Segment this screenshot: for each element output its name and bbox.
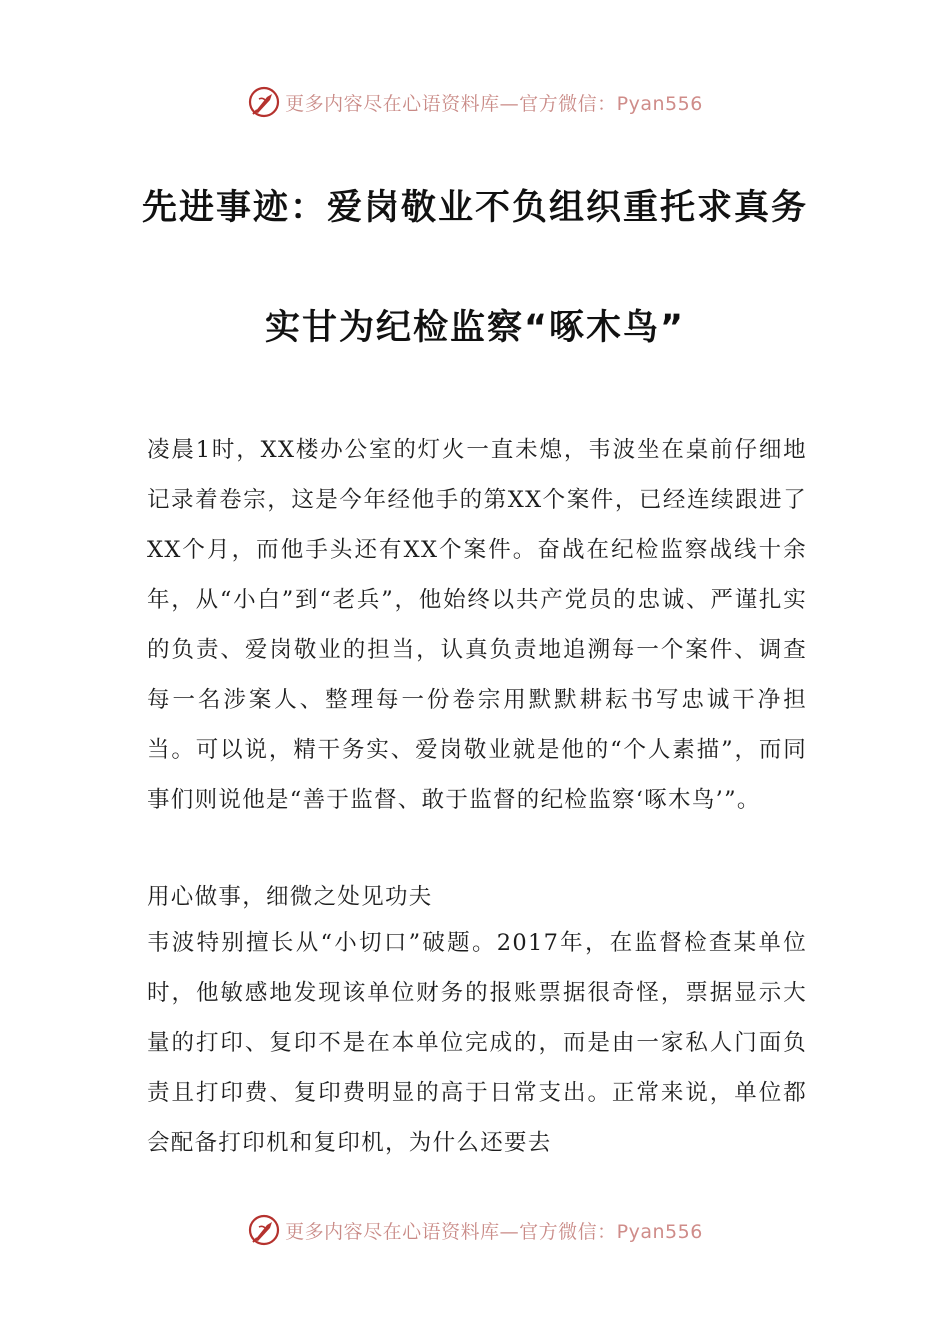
banner-wechat-id: Pyan556 xyxy=(616,1220,703,1243)
header-banner xyxy=(0,82,950,122)
banner-text xyxy=(285,1217,703,1244)
pen-nib-logo-icon xyxy=(247,85,281,119)
doc-title-line-1: 先进事迹：爱岗敬业不负组织重托求真务 xyxy=(141,188,808,228)
footer-banner xyxy=(0,1210,950,1250)
pen-nib-logo-icon xyxy=(247,1213,281,1247)
paragraph-1: 凌晨1时，XX楼办公室的灯火一直未熄，韦波坐在桌前仔细地记录着卷宗，这是今年经他手的第XX个案件，已经连续跟进了XX个月，而他手头还有XX个案件。奋战在纪检监察战线十余年，从“小白”到“老兵”，他始终以共产党员的忠诚、严谨扎实的负责、爱岗敬业的担当，认真负责地追溯每一个案件、调查每一名涉案人、整理每一份卷宗用默默耕耘书写忠诚干净担当。可以说，精干务实、爱岗敬业就是他的“个人素描”，而同事们则说他是“善于监督、敢于监督的纪检监察‘啄木鸟’”。 xyxy=(147,437,807,813)
banner-text-cn: 更多内容尽在心语资料库—官方微信： xyxy=(285,1220,617,1243)
section-subheading: 用心做事，细微之处见功夫 xyxy=(147,884,433,910)
banner-wechat-id: Pyan556 xyxy=(616,92,703,115)
banner-text-cn: 更多内容尽在心语资料库—官方微信： xyxy=(285,92,617,115)
paragraph-2: 韦波特别擅长从“小切口”破题。2017年，在监督检查某单位时，他敏感地发现该单位财务的报账票据很奇怪，票据显示大量的打印、复印不是在本单位完成的，而是由一家私人门面负责且打印费、复印费明显的高于日常支出。正常来说，单位都会配备打印机和复印机，为什么还要去 xyxy=(147,930,807,1156)
doc-title-line-2: 实甘为纪检监察“啄木鸟” xyxy=(264,308,685,348)
banner-text xyxy=(285,89,703,116)
